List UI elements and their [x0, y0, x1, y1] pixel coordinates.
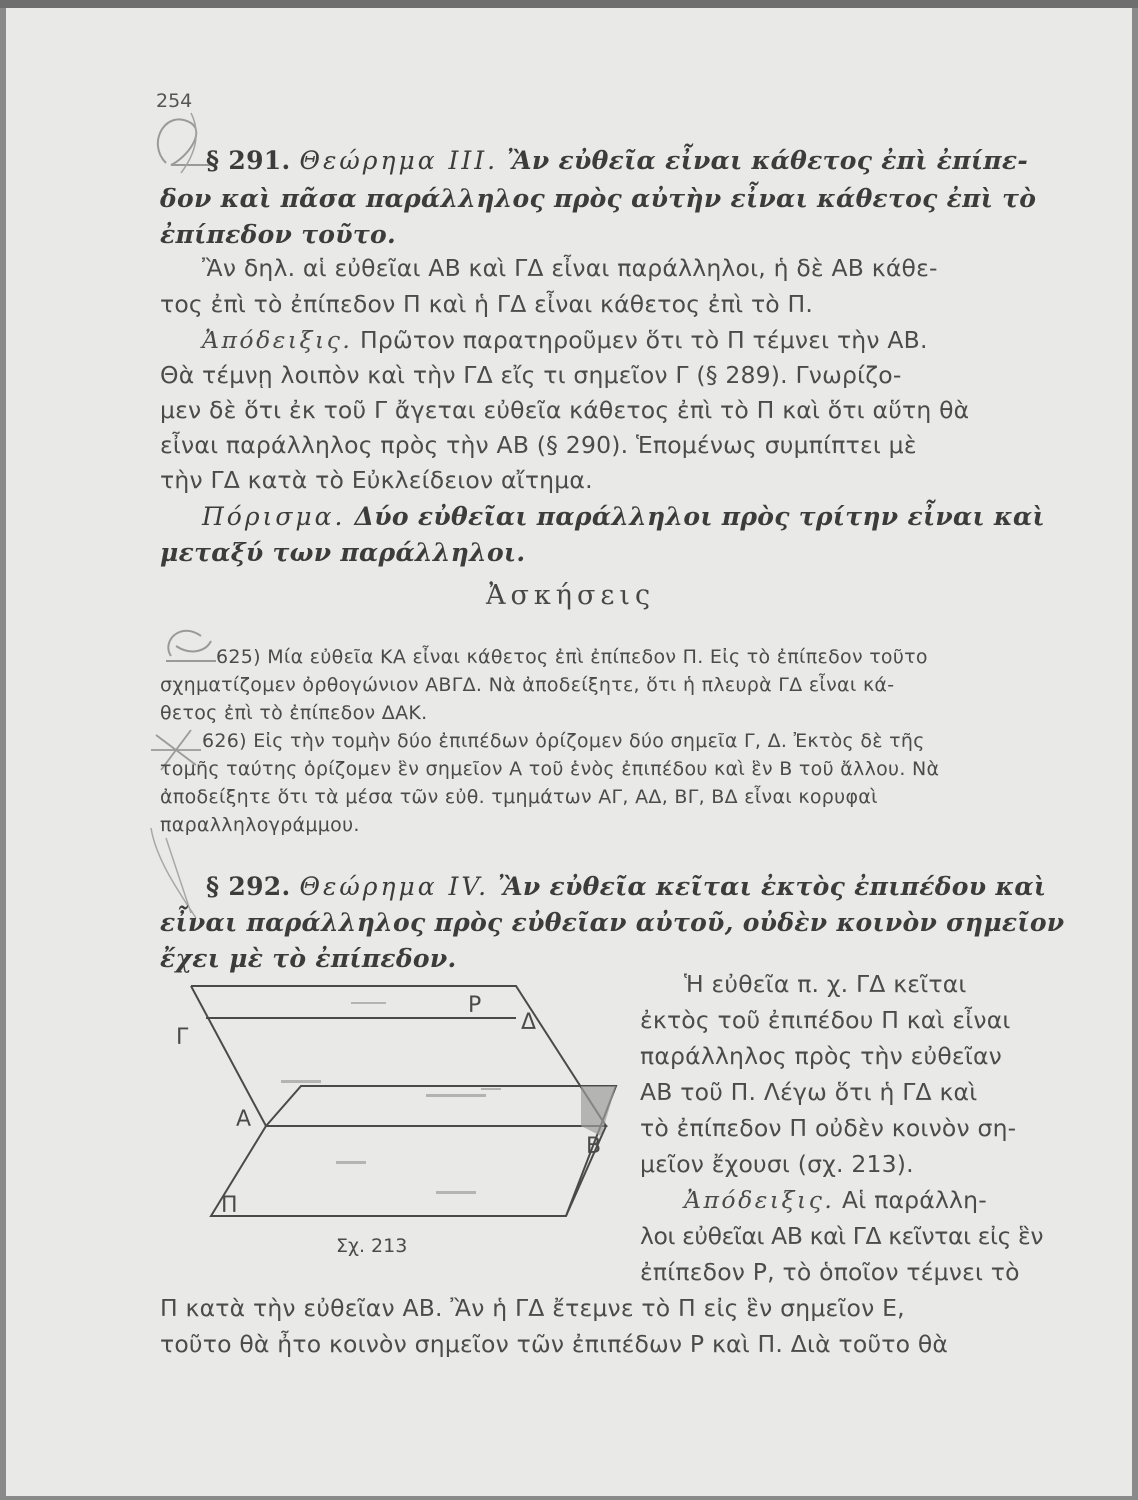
plane-pi [211, 1126, 606, 1216]
proof-label: Ἀπόδειξις. [202, 326, 353, 354]
scan-top-edge [0, 0, 1138, 8]
ex625-line1: 625) Μία εὐθεῖα ΚΑ εἶναι κάθετος ἐπὶ ἐπίπεδον Π. Εἰς τὸ ἐπίπεδον τοῦτο [216, 646, 928, 668]
ex626-line3: ἀποδείξητε ὅτι τὰ μέσα τῶν εὐθ. τμημάτων ΑΓ, ΑΔ, ΒΓ, ΒΔ εἶναι κορυφαὶ [160, 786, 878, 808]
right-line6: μεῖον ἔχουσι (σχ. 213). [640, 1150, 914, 1178]
para1-line1: Ἂν δηλ. αἱ εὐθεῖαι ΑΒ καὶ ΓΔ εἶναι παράλληλοι, ἡ δὲ ΑΒ κάθε- [202, 254, 938, 282]
proof1-line2: Θὰ τέμνῃ λοιπὸν καὶ τὴν ΓΔ εἴς τι σημεῖον Γ (§ 289). Γνωρίζο- [160, 361, 902, 389]
theorem-word: Θεώρημα IV. [299, 872, 490, 901]
corollary-text: Δύο εὐθεῖαι παράλληλοι πρὸς τρίτην εἶναι καὶ [354, 502, 1045, 531]
plane-back-edge [266, 1086, 616, 1216]
bottom-line2: τοῦτο θὰ ἦτο κοινὸν σημεῖον τῶν ἐπιπέδων Ρ καὶ Π. Διὰ τοῦτο θὰ [160, 1330, 949, 1358]
figure-213 [171, 976, 631, 1231]
label-gamma: Γ [176, 1025, 189, 1050]
page-number: 254 [156, 90, 193, 112]
theorem-292-line2: εἶναι παράλληλος πρὸς εὐθεῖαν αὐτοῦ, οὐδὲν κοινὸν σημεῖον [160, 908, 1065, 937]
proof1-line5: τὴν ΓΔ κατὰ τὸ Εὐκλείδειον αἴτημα. [160, 466, 593, 494]
figure-shading [281, 1002, 616, 1194]
theorem-text: Ἂν εὐθεῖα εἶναι κάθετος ἐπὶ ἐπίπε- [507, 146, 1028, 175]
proof1-line4: εἶναι παράλληλος πρὸς τὴν ΑΒ (§ 290). Ἑπομένως συμπίπτει μὲ [160, 431, 917, 459]
proof1-line1 [202, 326, 928, 354]
corollary-line2: μεταξύ των παράλληλοι. [160, 538, 526, 567]
label-alpha: Α [236, 1107, 252, 1132]
theorem-291-line2: δον καὶ πᾶσα παράλληλος πρὸς αὐτὴν εἶναι κάθετος ἐπὶ τὸ [160, 184, 1037, 213]
label-rho: Ρ [468, 993, 482, 1018]
theorem-291-line3: ἐπίπεδον τοῦτο. [160, 220, 397, 249]
proof-text: Αἱ παράλλη- [842, 1186, 987, 1214]
proof1-line3: μεν δὲ ὅτι ἐκ τοῦ Γ ἄγεται εὐθεῖα κάθετος ἐπὶ τὸ Π καὶ ὅτι αὕτη θὰ [160, 396, 970, 424]
right-line3: παράλληλος πρὸς τὴν εὐθεῖαν [640, 1042, 1002, 1070]
ex625-line2: σχηματίζομεν ὀρθογώνιον ΑΒΓΔ. Νὰ ἀποδείξητε, ὅτι ἡ πλευρὰ ΓΔ εἶναι κά- [160, 674, 895, 696]
bottom-line1: Π κατὰ τὴν εὐθεῖαν ΑΒ. Ἂν ἡ ΓΔ ἔτεμνε τὸ Π εἰς ἓν σημεῖον Ε, [160, 1294, 905, 1322]
right-line5: τὸ ἐπίπεδον Π οὐδὲν κοινὸν ση- [640, 1114, 1017, 1142]
right-line4: ΑΒ τοῦ Π. Λέγω ὅτι ἡ ΓΔ καὶ [640, 1078, 978, 1106]
ex626-line2: τομῆς ταύτης ὁρίζομεν ἓν σημεῖον Α τοῦ ἑνὸς ἐπιπέδου καὶ ἓν Β τοῦ ἄλλου. Νὰ [160, 758, 940, 780]
theorem-text: Ἂν εὐθεῖα κεῖται ἐκτὸς ἐπιπέδου καὶ [498, 872, 1047, 901]
label-pi: Π [221, 1193, 238, 1218]
corollary-line1 [202, 502, 1045, 531]
figure-caption: Σχ. 213 [336, 1235, 408, 1257]
ex626-line4: παραλληλογράμμου. [160, 814, 360, 836]
theorem-291-line1 [206, 146, 1028, 175]
para1-line2: τος ἐπὶ τὸ ἐπίπεδον Π καὶ ἡ ΓΔ εἶναι κάθετος ἐπὶ τὸ Π. [160, 290, 814, 318]
book-page [6, 8, 1132, 1496]
label-beta: Β [586, 1134, 602, 1159]
proof-label: Ἀπόδειξις. [684, 1186, 835, 1214]
corollary-label: Πόρισμα. [202, 502, 346, 531]
section-label: § 292. [206, 872, 291, 901]
theorem-292-line3: ἔχει μὲ τὸ ἐπίπεδον. [160, 944, 457, 973]
right-line9: ἐπίπεδον Ρ, τὸ ὁποῖον τέμνει τὸ [640, 1258, 1020, 1286]
ex626-line1: 626) Εἰς τὴν τομὴν δύο ἐπιπέδων ὁρίζομεν δύο σημεῖα Γ, Δ. Ἐκτὸς δὲ τῆς [202, 730, 925, 752]
theorem-word: Θεώρημα III. [299, 146, 499, 175]
label-delta: Δ [521, 1010, 537, 1035]
right-line8: λοι εὐθεῖαι ΑΒ καὶ ΓΔ κεῖνται εἰς ἓν [640, 1222, 1044, 1250]
right-line2: ἐκτὸς τοῦ ἐπιπέδου Π καὶ εἶναι [640, 1006, 1011, 1034]
ex625-line3: θετος ἐπὶ τὸ ἐπίπεδον ΔΑΚ. [160, 702, 428, 724]
right-line7 [684, 1186, 987, 1214]
plane-p [191, 986, 606, 1126]
right-line1: Ἡ εὐθεῖα π. χ. ΓΔ κεῖται [684, 970, 967, 998]
section-label: § 291. [206, 146, 291, 175]
theorem-292-line1 [206, 872, 1046, 901]
exercises-heading: Ἀσκήσεις [486, 580, 656, 611]
proof-text: Πρῶτον παρατηροῦμεν ὅτι τὸ Π τέμνει τὴν ΑΒ. [360, 326, 928, 354]
